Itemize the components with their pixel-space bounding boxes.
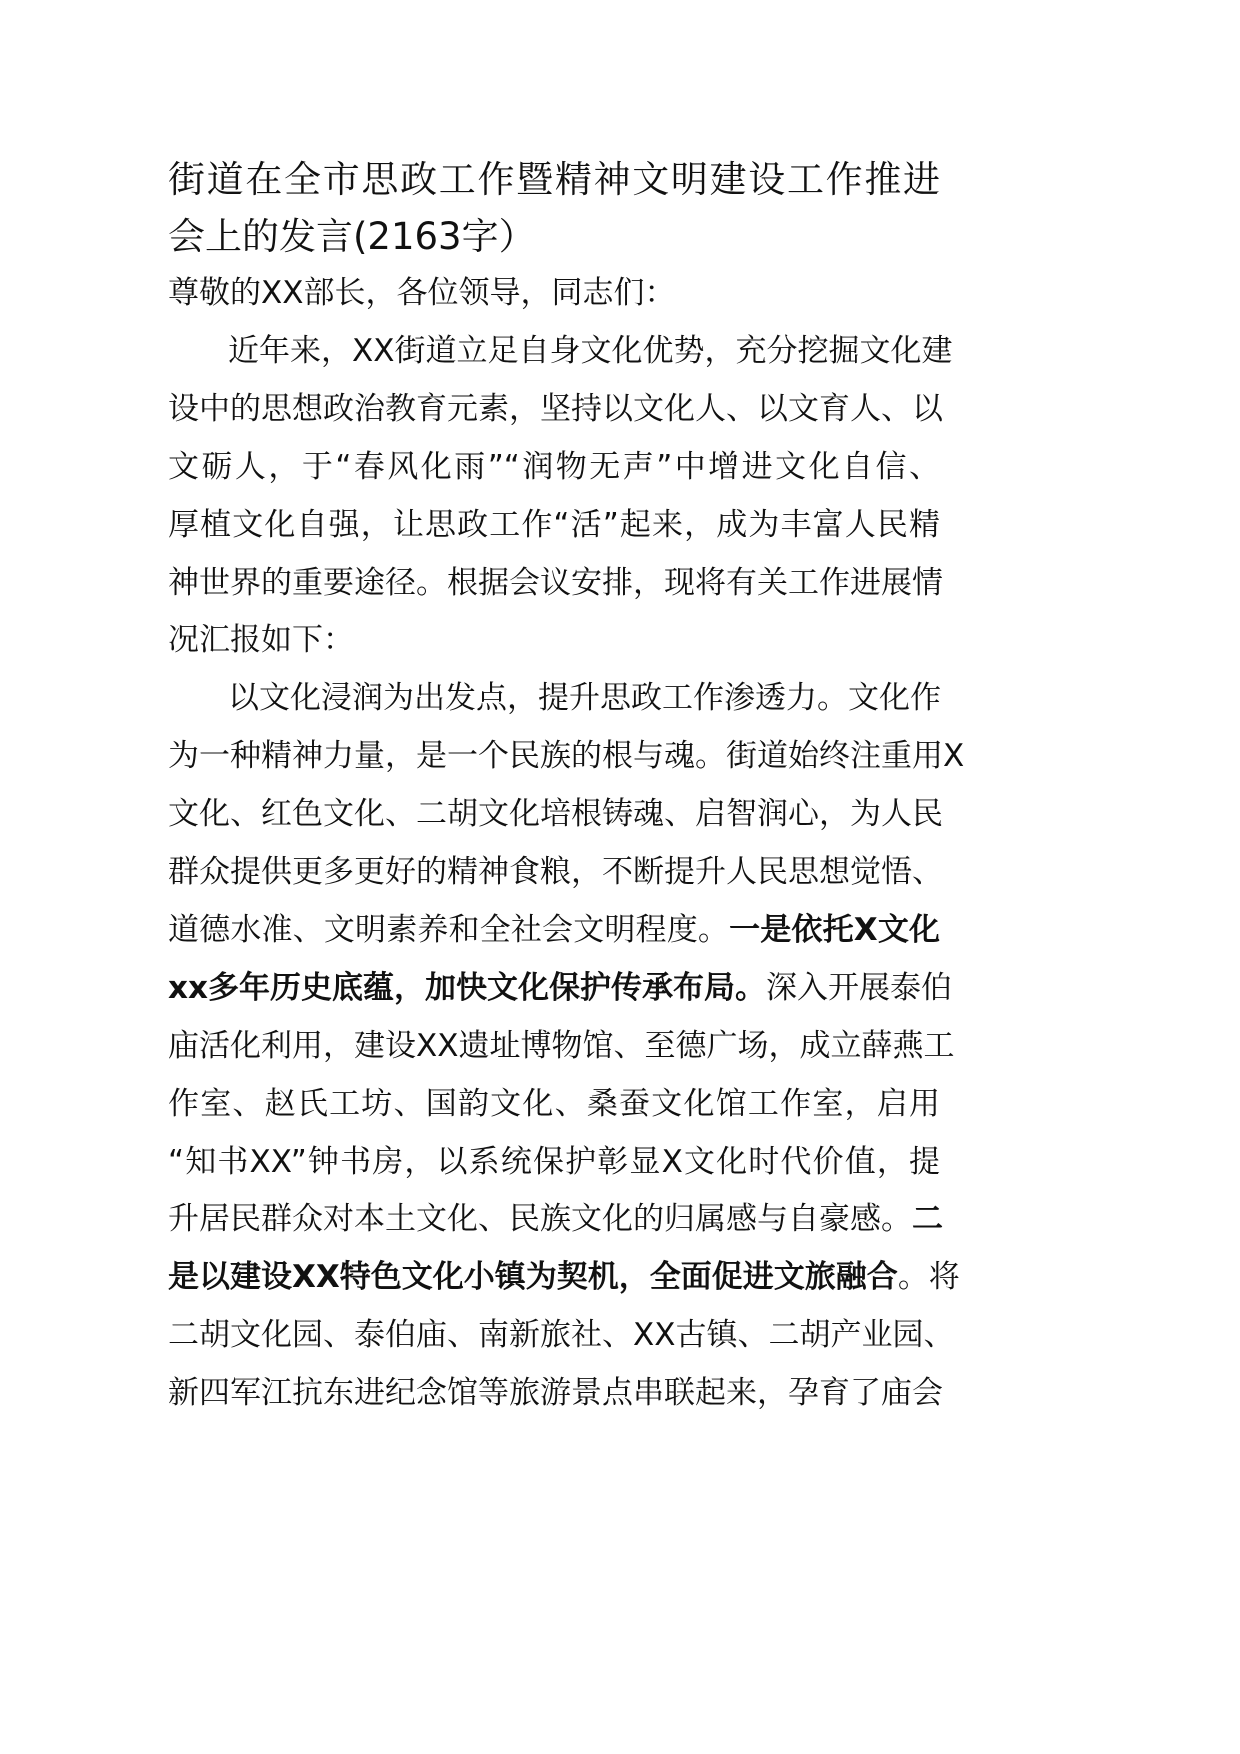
body-text-line [168,850,943,894]
text-segment: 设中的思想政治教育元素，坚持以文化人、以文育人、以 [168,390,943,427]
text-segment: 群众提供更多更好的精神食粮，不断提升人民思想觉悟、 [168,854,943,890]
bold-text-segment: 二 [912,1201,943,1238]
body-text-line [168,271,940,315]
text-segment: 厚植文化自强，让思政工作“活”起来，成为丰富人民精 [168,506,940,543]
text-segment: 作室、赵氏工坊、国韵文化、桑蚕文化馆工作室，启用 [168,1085,940,1122]
text-segment: 二胡文化园、泰伯庙、南新旅社、XX古镇、二胡产业园、 [168,1317,955,1354]
text-segment: 神世界的重要途径。根据会议安排，现将有关工作进展情 [168,564,943,601]
document-title-line-1: 街道在全市思政工作暨精神文明建设工作推进 [168,158,940,201]
text-segment: “知书XX”钟书房，以系统保护彰显X文化时代价值，提 [168,1143,940,1180]
body-text-line [168,1082,940,1126]
body-text-line [168,1140,940,1184]
text-segment: 以文化浸润为出发点，提升思政工作渗透力。文化作 [228,680,941,717]
text-segment: 为一种精神力量，是一个民族的根与魂。街道始终注重用X [168,738,965,775]
body-text-line [168,445,940,489]
body-text-line [168,1255,960,1299]
text-segment: 尊敬的XX部长，各位领导，同志们： [168,275,676,311]
text-segment: 况汇报如下： [168,622,354,659]
bold-text-segment: 一是依托X文化 [729,911,941,948]
bold-text-segment: xx多年历史底蕴，加快文化保护传承布局。 [168,969,766,1006]
body-text-line [228,329,953,373]
text-segment: 近年来，XX街道立足自身文化优势，充分挖掘文化建 [228,332,953,369]
text-segment: 深入开展泰伯 [766,969,952,1006]
body-text-line [168,1197,943,1241]
body-text-line [168,618,940,662]
bold-text-segment: 是以建设XX特色文化小镇为契机，全面促进文旅融合 [168,1259,898,1296]
text-segment: 新四军江抗东进纪念馆等旅游景点串联起来，孕育了庙会 [168,1375,943,1412]
body-text-line [168,734,965,778]
body-text-line [168,503,940,547]
text-segment: 庙活化利用，建设XX遗址博物馆、至德广场，成立薛燕工 [168,1027,955,1064]
text-segment: 升居民群众对本土文化、民族文化的归属感与自豪感。 [168,1201,912,1238]
body-text-line [168,387,943,431]
body-text-line [168,792,943,836]
body-text-line [168,966,952,1010]
body-text-line [168,1313,955,1357]
document-title-line-2: 会上的发言(2163字） [168,215,536,258]
body-text-line [168,908,940,952]
body-text-line [168,1371,943,1415]
text-segment: 。将 [897,1259,960,1296]
text-segment: 道德水准、文明素养和全社会文明程度。 [168,911,730,948]
body-text-line [228,676,940,720]
text-segment: 文砺人，于“春风化雨”“润物无声”中增进文化自信、 [168,448,940,485]
body-text-line [168,1024,955,1068]
text-segment: 文化、红色文化、二胡文化培根铸魂、启智润心，为人民 [168,796,943,833]
body-text-line [168,561,943,605]
